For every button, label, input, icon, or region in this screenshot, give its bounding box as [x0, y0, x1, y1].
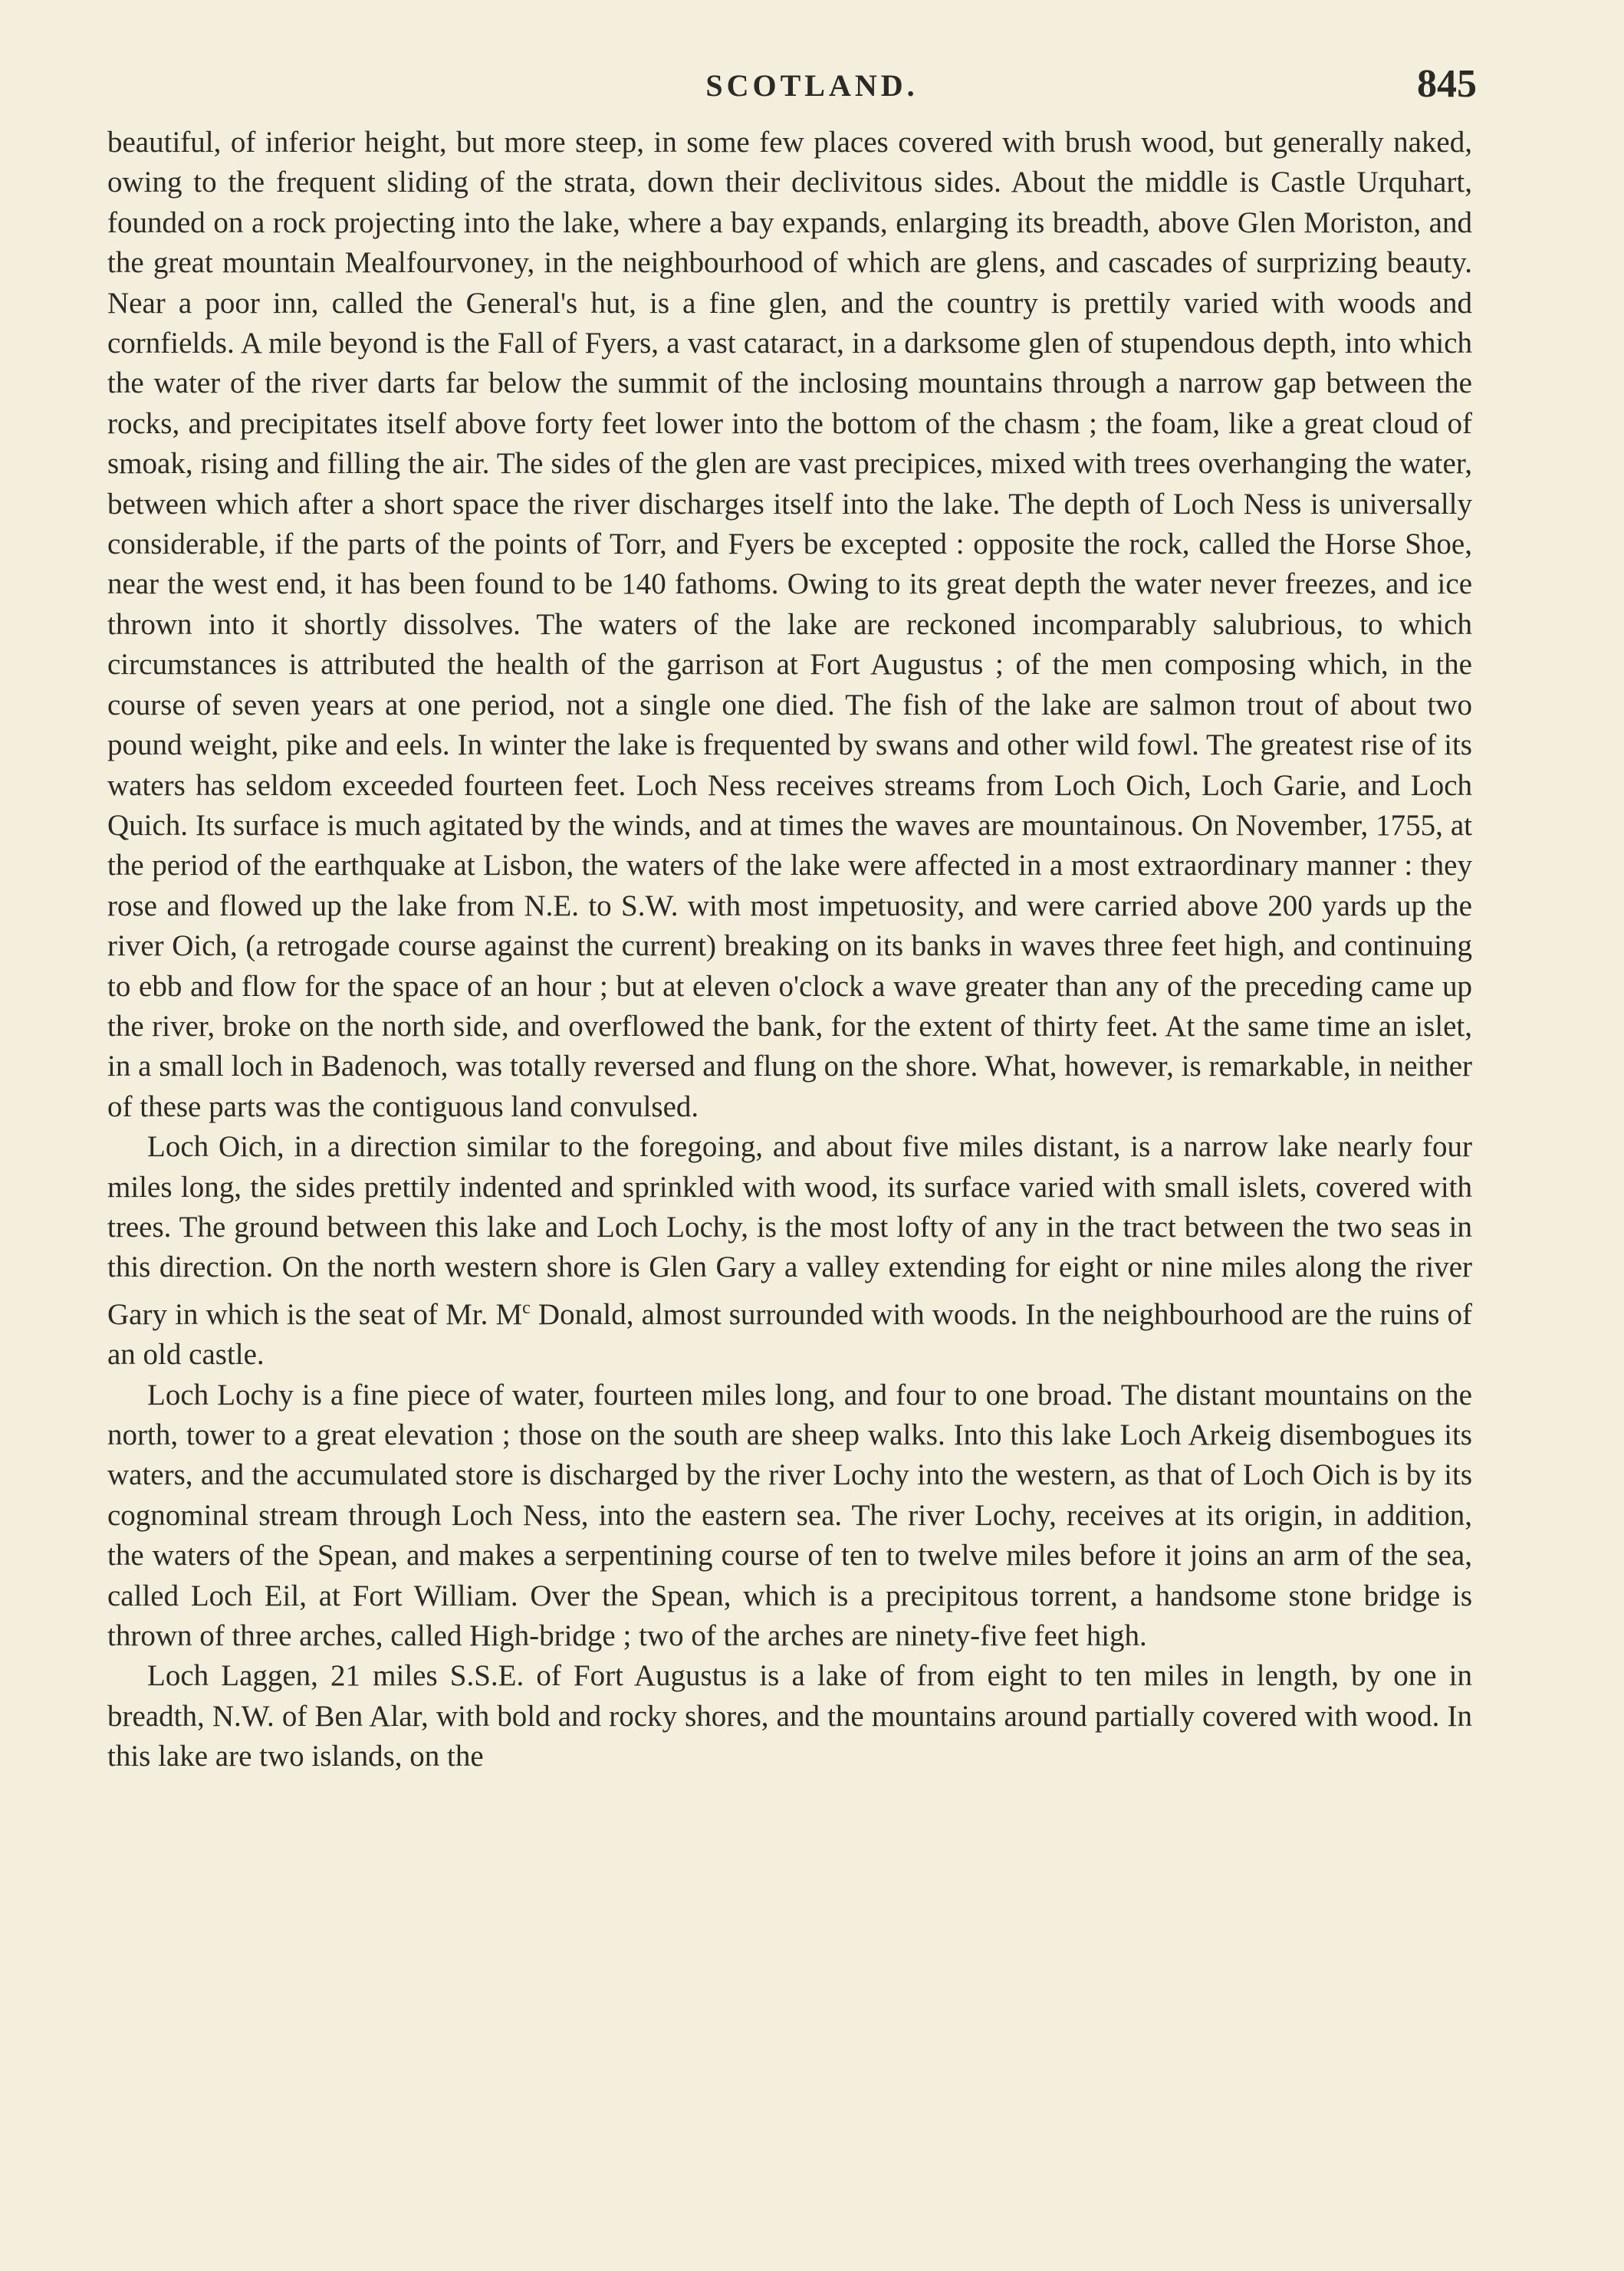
- body-text: [107, 123, 1472, 1777]
- loch-oich-text: Loch Oich, in a direction similar to the foregoing, and about five miles distant, is a narrow lake nearly four miles long, the sides prettily indented and sprinkled with wood, its surface varied with small islets, covered with trees. The ground between this lake and Loch Lochy, is the most lofty of any in the tract between the two seas in this direction. On the north western shore is Glen Gary a valley extending for eight or nine miles along the river Gary in which is the seat of Mr.: [107, 1130, 1472, 1331]
- paragraph-loch-laggen: Loch Laggen, 21 miles S.S.E. of Fort Augustus is a lake of from eight to ten miles in length, by one in breadth, N.W. of Ben Alar, with bold and rocky shores, and the mountains around partially covered with wood. In this lake are two islands, on the: [107, 1659, 1472, 1773]
- running-title: SCOTLAND.: [705, 68, 919, 103]
- paragraph-loch-lochy: Loch Lochy is a fine piece of water, fourteen miles long, and four to one broad. The distant mountains on the north, tower to a great elevation ; those on the south are sheep walks. Into this lake Loch Arkeig disembogues its waters, and the accumulated store is discharged by the river Lochy into the western, as that of Loch Oich is by its cognominal stream through Loch Ness, into the eastern sea. The river Lochy, receives at its origin, in addition, the waters of the Spean, and makes a serpentining course of ten to twelve miles before it joins an arm of the sea, called Loch Eil, at Fort William. Over the Spean, which is a precipitous torrent, a handsome stone bridge is thrown of three arches, called High-bridge ; two of the arches are ninety-five feet high.: [107, 1378, 1472, 1653]
- macdonald-superscript: c: [522, 1297, 531, 1318]
- macdonald-rest: Donald, almost surrounded with woods. In the neighbourhood are the ruins of an old castle.: [107, 1297, 1473, 1372]
- paragraph-loch-oich: [107, 1127, 1472, 1375]
- macdonald-prefix: M: [495, 1297, 523, 1331]
- page-number: 845: [1417, 62, 1477, 106]
- paragraph-loch-ness: beautiful, of inferior height, but more steep, in some few places covered with brush wood, but generally naked, owing to the frequent sliding of the strata, down their declivitous sides. About the middle is Castle Urquhart, founded on a rock projecting into the lake, where a bay expands, enlarging its breadth, above Glen Moriston, and the great mountain Mealfourvoney, in the neighbourhood of which are glens, and cascades of surprizing beauty. Near a poor inn, called the General's hut, is a fine glen, and the country is prettily varied with woods and cornfields. A mile beyond is the Fall of Fyers, a vast cataract, in a darksome glen of stupendous depth, into which the water of the river darts far below the summit of the inclosing mountains through a narrow gap between the rocks, and precipitates itself above forty feet lower into the bottom of the chasm ; the foam, like a great cloud of smoak, rising and filling the air. The sides of the glen are vast precipices, mixed with trees overhanging the water, between which after a short space the river discharges itself into the lake. The depth of Loch Ness is universally considerable, if the parts of the points of Torr, and Fyers be excepted : opposite the rock, called the Horse Shoe, near the west end, it has been found to be 140 fathoms. Owing to its great depth the water never freezes, and ice thrown into it shortly dissolves. The waters of the lake are reckoned incomparably salubrious, to which circumstances is attributed the health of the garrison at Fort Augustus ; of the men composing which, in the course of seven years at one period, not a single one died. The fish of the lake are salmon trout of about two pound weight, pike and eels. In winter the lake is frequented by swans and other wild fowl. The greatest rise of its waters has seldom exceeded fourteen feet. Loch Ness receives streams from Loch Oich, Loch Garie, and Loch Quich. Its surface is much agitated by the winds, and at times the waves are mountainous. On November, 1755, at the period of the earthquake at Lisbon, the waters of the lake were affected in a most extraordinary manner : they rose and flowed up the lake from N.E. to S.W. with most impetuosity, and were carried above 200 yards up the river Oich, (a retrogade course against the current) breaking on its banks in waves three feet high, and continuing to ebb and flow for the space of an hour ; but at eleven o'clock a wave greater than any of the preceding came up the river, broke on the north side, and overflowed the bank, for the extent of thirty feet. At the same time an islet, in a small loch in Badenoch, was totally reversed and flung on the shore. What, however, is remarkable, in neither of these parts was the contiguous land convulsed.: [107, 126, 1472, 1123]
